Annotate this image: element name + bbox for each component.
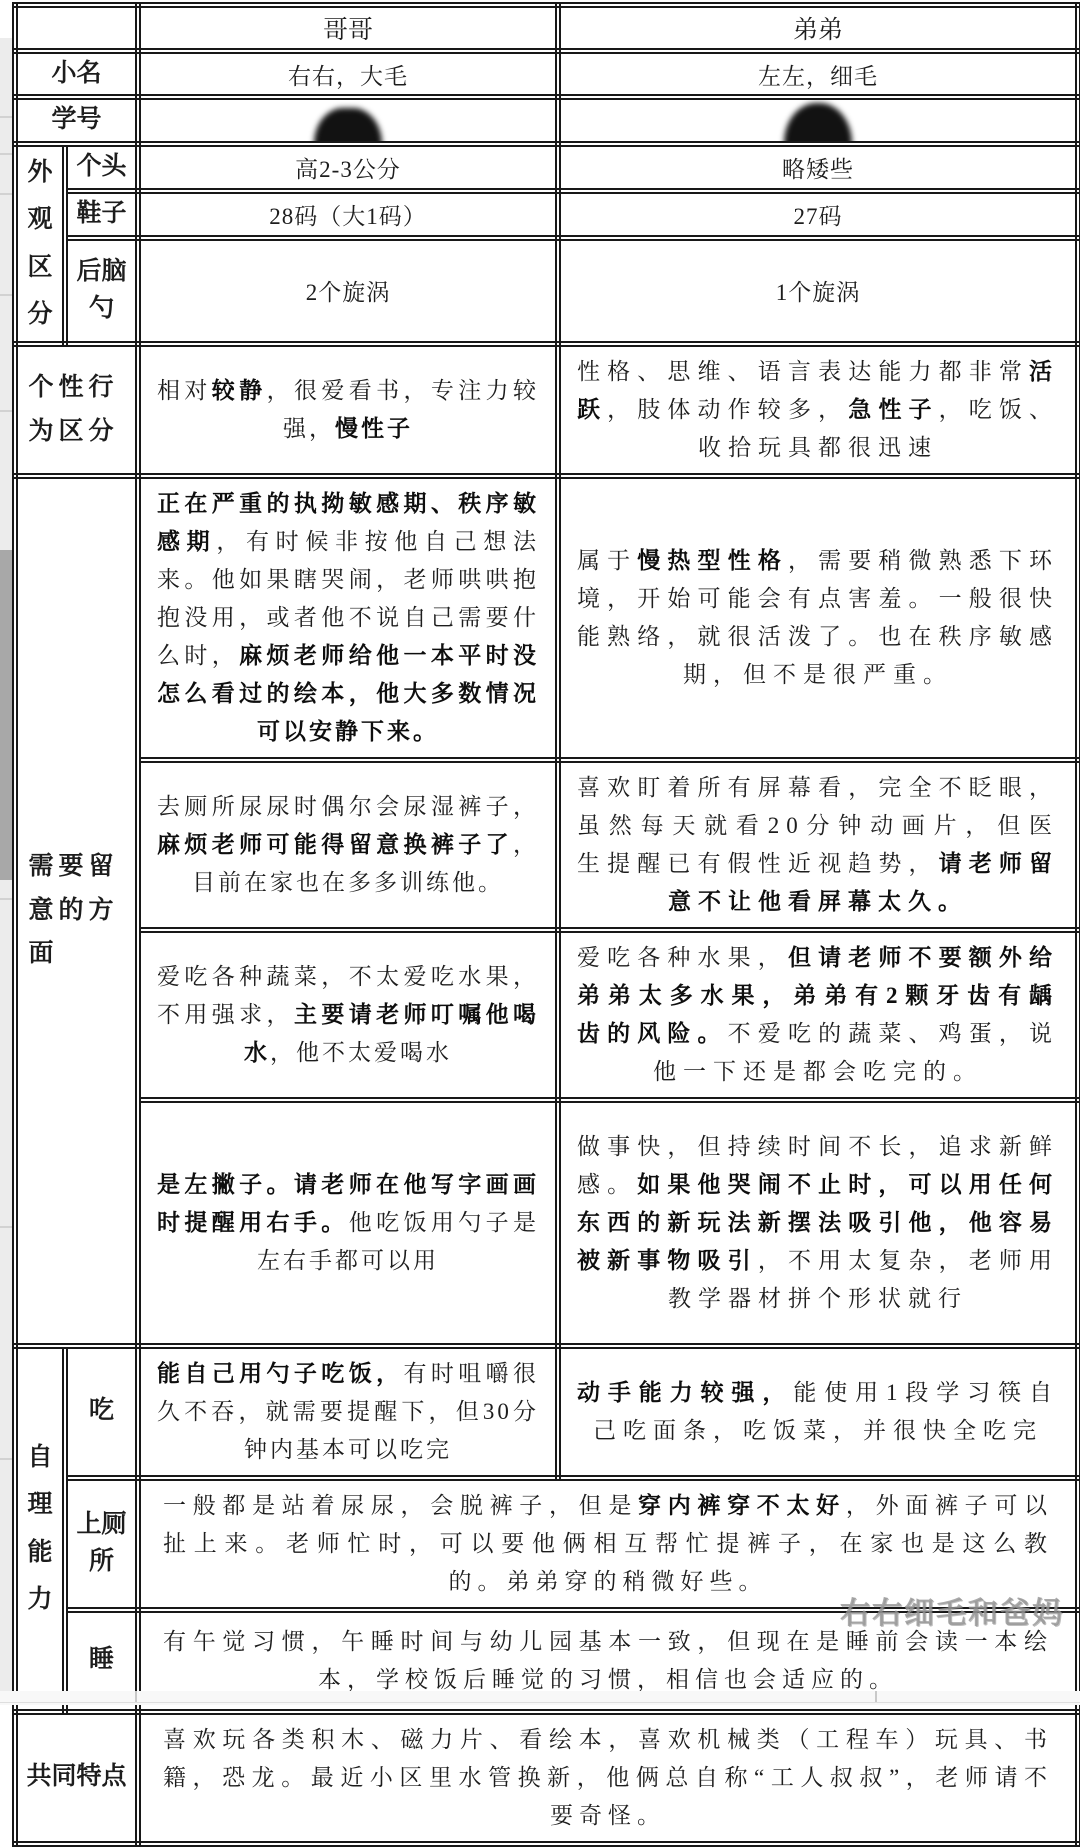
row-label-shoes: 鞋子 (65, 191, 138, 238)
table-row (15, 1712, 1078, 1844)
cell-head-didi: 1个旋涡 (558, 238, 1078, 344)
sheet-margin-strip (0, 38, 12, 1705)
twins-comparison-table (12, 2, 1080, 1847)
group-label-appearance: 外观区分 (15, 144, 65, 344)
cell-nickname-gege: 右右，大毛 (138, 51, 558, 97)
cell-head-gege: 2个旋涡 (138, 238, 558, 344)
group-label-selfcare: 自理能力 (15, 1346, 65, 1712)
cell-height-gege: 高2-3公分 (138, 144, 558, 191)
row-label-toilet: 上厕所 (65, 1478, 138, 1610)
cell-attention-4-didi: 做事快，但持续时间不长，追求新鲜感。如果他哭闹不止时，可以用任何东西的新玩法新摆法吸引他，他容易被新事物吸引，不用太复杂，老师用教学器材拼个形状就行 (558, 1100, 1078, 1346)
sheet-bottom-strip (0, 1691, 1080, 1705)
cell-attention-3-didi: 爱吃各种水果，但请老师不要额外给弟弟太多水果，弟弟有2颗牙齿有龋齿的风险。不爱吃的蔬菜、鸡蛋，说他一下还是都会吃完的。 (558, 930, 1078, 1100)
table-row (15, 1346, 1078, 1478)
row-label-sleep: 睡 (65, 1610, 138, 1712)
table-row (15, 760, 1078, 930)
table-row (15, 191, 1078, 238)
cell-student-id-didi-redacted (558, 97, 1078, 143)
cell-shoes-gege: 28码（大1码） (138, 191, 558, 238)
table-row (15, 1100, 1078, 1346)
cell-common-merged: 喜欢玩各类积木、磁力片、看绘本，喜欢机械类（工程车）玩具、书籍，恐龙。最近小区里水管换新，他俩总自称“工人叔叔”，老师请不要奇怪。 (138, 1712, 1078, 1844)
redaction-blob (752, 102, 884, 144)
table-row (15, 5, 1078, 51)
cell-student-id-gege-redacted (138, 97, 558, 143)
row-label-nickname: 小名 (15, 51, 138, 97)
table-row (15, 144, 1078, 191)
header-corner-cell (15, 5, 138, 51)
cell-attention-1-gege: 正在严重的执拗敏感期、秩序敏感期，有时候非按他自己想法来。他如果瞎哭闹，老师哄哄抱抱没用，或者他不说自己需要什么时，麻烦老师给他一本平时没怎么看过的绘本，他大多数情况可以安静下来。 (138, 476, 558, 760)
group-label-attention: 需要留意的方面 (15, 476, 138, 1346)
redaction-blob (282, 102, 414, 144)
table-row (15, 476, 1078, 760)
cell-height-didi: 略矮些 (558, 144, 1078, 191)
cell-attention-2-gege: 去厕所尿尿时偶尔会尿湿裤子，麻烦老师可能得留意换裤子了，目前在家也在多多训练他。 (138, 760, 558, 930)
row-label-personality: 个性行为区分 (15, 344, 138, 476)
cell-eat-didi: 动手能力较强，能使用1段学习筷自己吃面条，吃饭菜，并很快全吃完 (558, 1346, 1078, 1478)
table-row (15, 238, 1078, 344)
cell-attention-2-didi: 喜欢盯着所有屏幕看，完全不眨眼，虽然每天就看20分钟动画片，但医生提醒已有假性近视趋势，请老师留意不让他看屏幕太久。 (558, 760, 1078, 930)
cell-personality-gege: 相对较静，很爱看书，专注力较强，慢性子 (138, 344, 558, 476)
cell-attention-4-gege: 是左撇子。请老师在他写字画画时提醒用右手。他吃饭用勺子是左右手都可以用 (138, 1100, 558, 1346)
cell-sleep-merged: 有午觉习惯，午睡时间与幼儿园基本一致，但现在是睡前会读一本绘本，学校饭后睡觉的习惯，相信也会适应的。 (138, 1610, 1078, 1712)
cell-eat-gege: 能自己用勺子吃饭，有时咀嚼很久不吞，就需要提醒下，但30分钟内基本可以吃完 (138, 1346, 558, 1478)
header-didi: 弟弟 (558, 5, 1078, 51)
cell-personality-didi: 性格、思维、语言表达能力都非常活跃，肢体动作较多，急性子，吃饭、收拾玩具都很迅速 (558, 344, 1078, 476)
header-gege: 哥哥 (138, 5, 558, 51)
table-row (15, 344, 1078, 476)
cell-nickname-didi: 左左，细毛 (558, 51, 1078, 97)
sheet-margin-shade (0, 550, 12, 880)
row-label-student-id: 学号 (15, 97, 138, 143)
table-row (15, 51, 1078, 97)
cell-shoes-didi: 27码 (558, 191, 1078, 238)
cell-attention-1-didi: 属于慢热型性格，需要稍微熟悉下环境，开始可能会有点害羞。一般很快能熟络，就很活泼了。也在秩序敏感期，但不是很严重。 (558, 476, 1078, 760)
row-label-height: 个头 (65, 144, 138, 191)
table-row (15, 97, 1078, 143)
watermark: 右右细毛和爸妈 (840, 1597, 1064, 1630)
row-label-common-traits: 共同特点 (15, 1712, 138, 1844)
cell-attention-3-gege: 爱吃各种蔬菜，不太爱吃水果，不用强求，主要请老师叮嘱他喝水，他不太爱喝水 (138, 930, 558, 1100)
row-label-eat: 吃 (65, 1346, 138, 1478)
table-row (15, 930, 1078, 1100)
row-label-head-whorl: 后脑勺 (65, 238, 138, 344)
cell-toilet-merged: 一般都是站着尿尿，会脱裤子，但是穿内裤穿不太好，外面裤子可以扯上来。老师忙时，可以要他俩相互帮忙提裤子，在家也是这么教的。弟弟穿的稍微好些。 (138, 1478, 1078, 1610)
